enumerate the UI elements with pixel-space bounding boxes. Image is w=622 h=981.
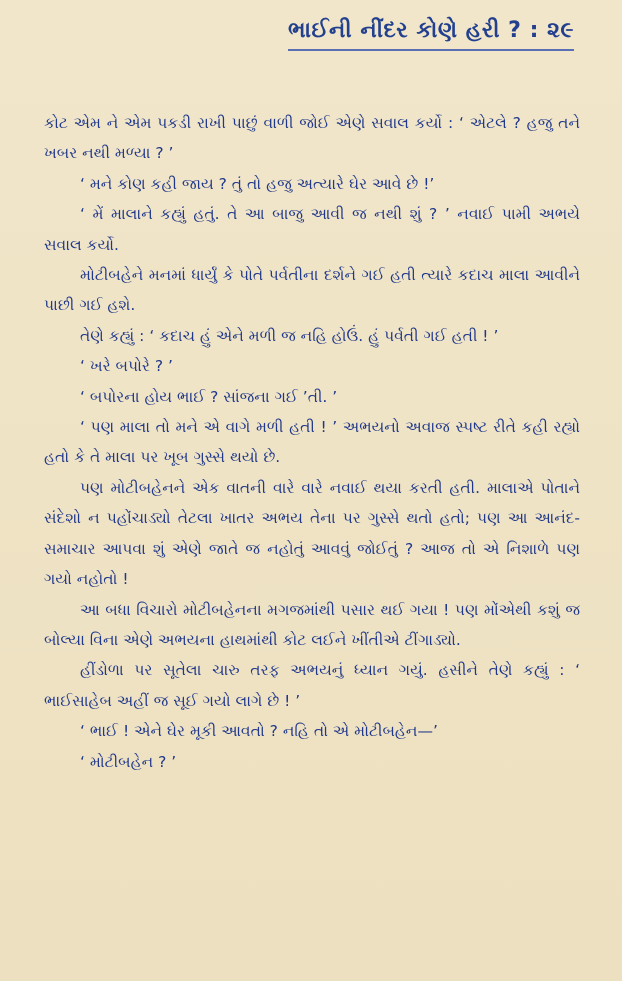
paragraph: પણ મોટીબહેનને એક વાતની વારે વારે નવાઈ થયા કરતી હતી. માલાએ પોતાને સંદેશો ન પહોંચાડ્યો તેટલા ખાતર અભય તેના પર ગુસ્સે થતો હતો; પણ આ આનંદ-સમાચાર આપવા શું એણે જાતે જ નહોતું આવવું જોઈતું ? આજ તો એ નિશાળે પણ ગયો નહોતો ! — [44, 478, 580, 589]
paragraph: તેણે કહ્યું : ‘ કદાચ હું એને મળી જ નહિ હોઉં. હું પર્વતી ગઈ હતી ! ’ — [80, 326, 499, 345]
paragraph: મોટીબહેને મનમાં ધાર્યું કે પોતે પર્વતીના દર્શને ગઈ હતી ત્યારે કદાચ માલા આવીને પાછી ગઈ હશે. — [44, 266, 580, 315]
paragraph: ‘ મોટીબહેન ? ’ — [80, 752, 177, 771]
paragraph: હીંડોળા પર સૂતેલા ચારુ તરફ અભયનું ધ્યાન ગયું. હસીને તેણે કહ્યું : ‘ ભાઈસાહેબ અહીં જ સૂઈ ગયો લાગે છે ! ’ — [44, 661, 580, 710]
page-header — [44, 18, 580, 74]
paragraph: ‘ ખરે બપોરે ? ’ — [80, 357, 173, 376]
paragraph: ‘ ભાઈ ! એને ઘેર મૂકી આવતો ? નહિ તો એ મોટીબહેન—’ — [80, 722, 438, 741]
paragraph: ‘ મને કોણ કહી જાય ? તું તો હજુ અત્યારે ઘેર આવે છે !’ — [80, 174, 435, 193]
paragraph: ‘ બપોરના હોય ભાઈ ? સાંજના ગઈ ’તી. ’ — [80, 387, 338, 406]
body-text — [44, 108, 580, 777]
paragraph: ‘ મેં માલાને કહ્યું હતું. તે આ બાજુ આવી જ નથી શું ? ’ નવાઈ પામી અભયે સવાલ કર્યો. — [44, 205, 580, 254]
paragraph: ‘ પણ માલા તો મને એ વાગે મળી હતી ! ’ અભયનો અવાજ સ્પષ્ટ રીતે કહી રહ્યો હતો કે તે માલા પર ખૂબ ગુસ્સે થયો છે. — [44, 418, 580, 467]
running-head: ભાઈની નીંદર કોણે હરી ? : ૨૯ — [288, 18, 574, 51]
paragraph: કોટ એમ ને એમ પકડી રાખી પાછું વાળી જોઈ એણે સવાલ કર્યો : ‘ એટલે ? હજુ તને ખબર નથી મળ્યા ? ’ — [44, 114, 580, 163]
paragraph: આ બધા વિચારો મોટીબહેનના મગજમાંથી પસાર થઈ ગયા ! પણ મોંએથી કશું જ બોલ્યા વિના એણે અભયના હાથમાંથી કોટ લઈને ખીંતીએ ટીંગાડ્યો. — [44, 600, 580, 649]
